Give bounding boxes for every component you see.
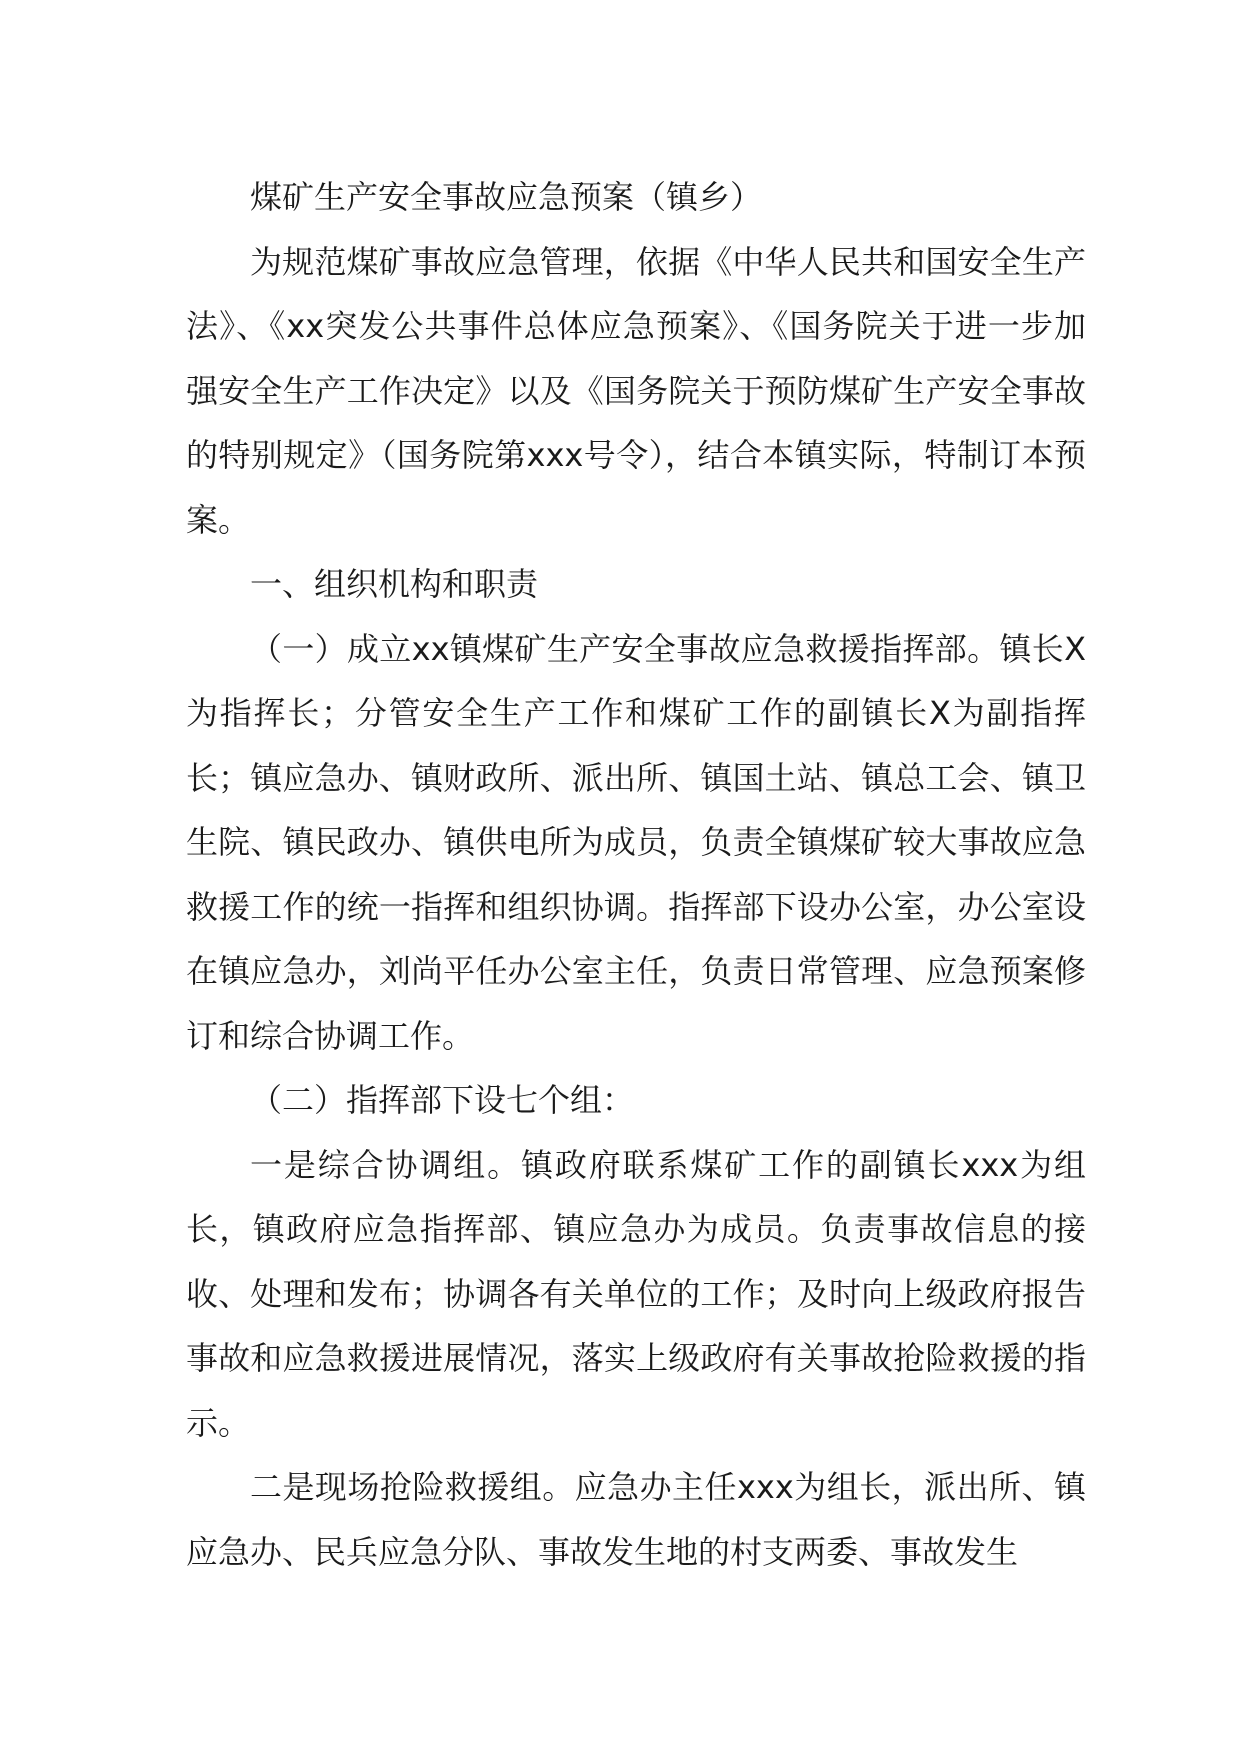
document-body	[186, 165, 1086, 1584]
document-title: 煤矿生产安全事故应急预案（镇乡）	[250, 178, 763, 216]
paragraph-coordination-group: 一是综合协调组。镇政府联系煤矿工作的副镇长xxx为组长，镇政府应急指挥部、镇应急办为成员。负责事故信息的接收、处理和发布；协调各有关单位的工作；及时向上级政府报告事故和应急救援进展情况，落实上级政府有关事故抢险救援的指示。	[186, 1145, 1086, 1442]
paragraph-headquarters: （一）成立xx镇煤矿生产安全事故应急救援指挥部。镇长X为指挥长；分管安全生产工作和煤矿工作的副镇长X为副指挥长；镇应急办、镇财政所、派出所、镇国土站、镇总工会、镇卫生院、镇民政办、镇供电所为成员，负责全镇煤矿较大事故应急救援工作的统一指挥和组织协调。指挥部下设办公室，办公室设在镇应急办，刘尚平任办公室主任，负责日常管理、应急预案修订和综合协调工作。	[186, 629, 1086, 1055]
paragraph-seven-groups: （二）指挥部下设七个组：	[250, 1081, 635, 1119]
section-heading-organization: 一、组织机构和职责	[250, 565, 539, 603]
intro-paragraph: 为规范煤矿事故应急管理，依据《中华人民共和国安全生产法》、《xx突发公共事件总体应急预案》、《国务院关于进一步加强安全生产工作决定》以及《国务院关于预防煤矿生产安全事故的特别规定》（国务院第xxx号令），结合本镇实际，特制订本预案。	[186, 242, 1086, 539]
paragraph-rescue-group: 二是现场抢险救援组。应急办主任xxx为组长，派出所、镇应急办、民兵应急分队、事故发生地的村支两委、事故发生	[186, 1468, 1086, 1571]
